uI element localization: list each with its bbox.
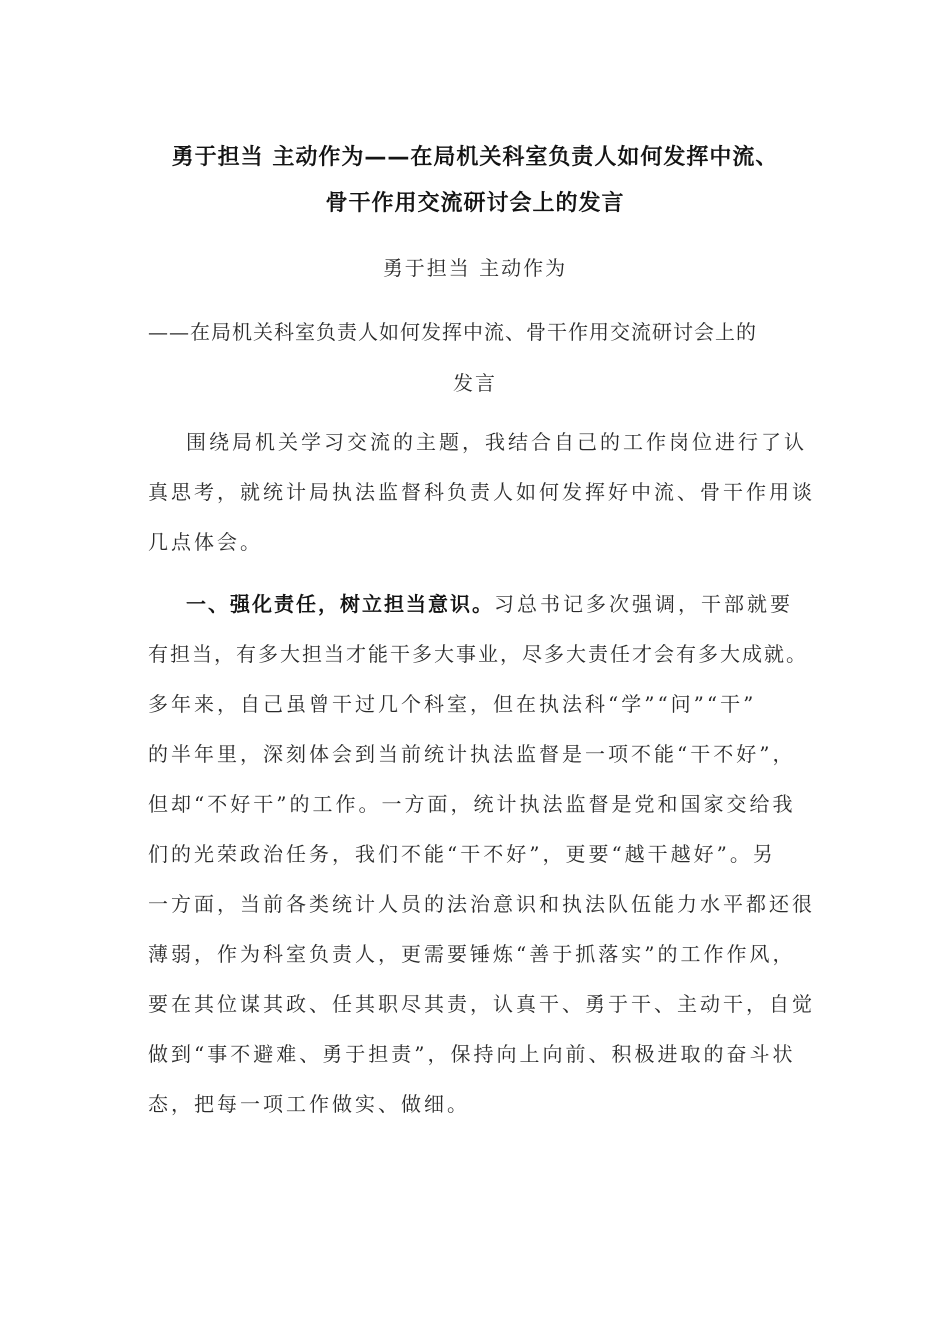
subtitle-line-2: ——在局机关科室负责人如何发挥中流、骨干作用交流研讨会上的 <box>148 320 757 344</box>
subtitle-line-3: 发言 <box>453 371 497 395</box>
intro-line-2: 真思考，就统计局执法监督科负责人如何发挥好中流、骨干作用谈 <box>148 480 815 504</box>
section1-line-10: 做到“事不避难、勇于担责”，保持向上向前、积极进取的奋斗状 <box>148 1042 796 1066</box>
section1-line-2: 有担当，有多大担当才能干多大事业，尽多大责任才会有多大成就。 <box>148 642 808 666</box>
section1-line-8: 薄弱，作为科室负责人，更需要锤炼“善于抓落实”的工作作风， <box>148 942 796 966</box>
section1-line-4: 的半年里，深刻体会到当前统计执法监督是一项不能“干不好”， <box>148 742 796 766</box>
document-title-line-1: 勇于担当 主动作为——在局机关科室负责人如何发挥中流、 <box>171 145 779 170</box>
section1-first-line <box>186 592 793 616</box>
section1-heading: 一、强化责任，树立担当意识。 <box>186 592 494 616</box>
section1-line-11: 态，把每一项工作做实、做细。 <box>148 1092 470 1116</box>
section1-line-9: 要在其位谋其政、任其职尽其责，认真干、勇于干、主动干，自觉 <box>148 992 815 1016</box>
section1-line-5: 但却“不好干”的工作。一方面，统计执法监督是党和国家交给我 <box>148 792 796 816</box>
intro-line-1: 围绕局机关学习交流的主题，我结合自己的工作岗位进行了认 <box>186 430 807 454</box>
section1-line-3: 多年来，自己虽曾干过几个科室，但在执法科“学”“问”“干” <box>148 692 757 716</box>
document-title-line-2: 骨干作用交流研讨会上的发言 <box>325 191 625 216</box>
section1-line-7: 一方面，当前各类统计人员的法治意识和执法队伍能力水平都还很 <box>148 892 815 916</box>
section1-line-6: 们的光荣政治任务，我们不能“干不好”，更要“越干越好”。另 <box>148 842 776 866</box>
section1-first-line-text: 习总书记多次强调，干部就要 <box>494 592 793 616</box>
intro-line-3: 几点体会。 <box>148 530 263 554</box>
subtitle-line-1: 勇于担当 主动作为 <box>382 256 568 280</box>
